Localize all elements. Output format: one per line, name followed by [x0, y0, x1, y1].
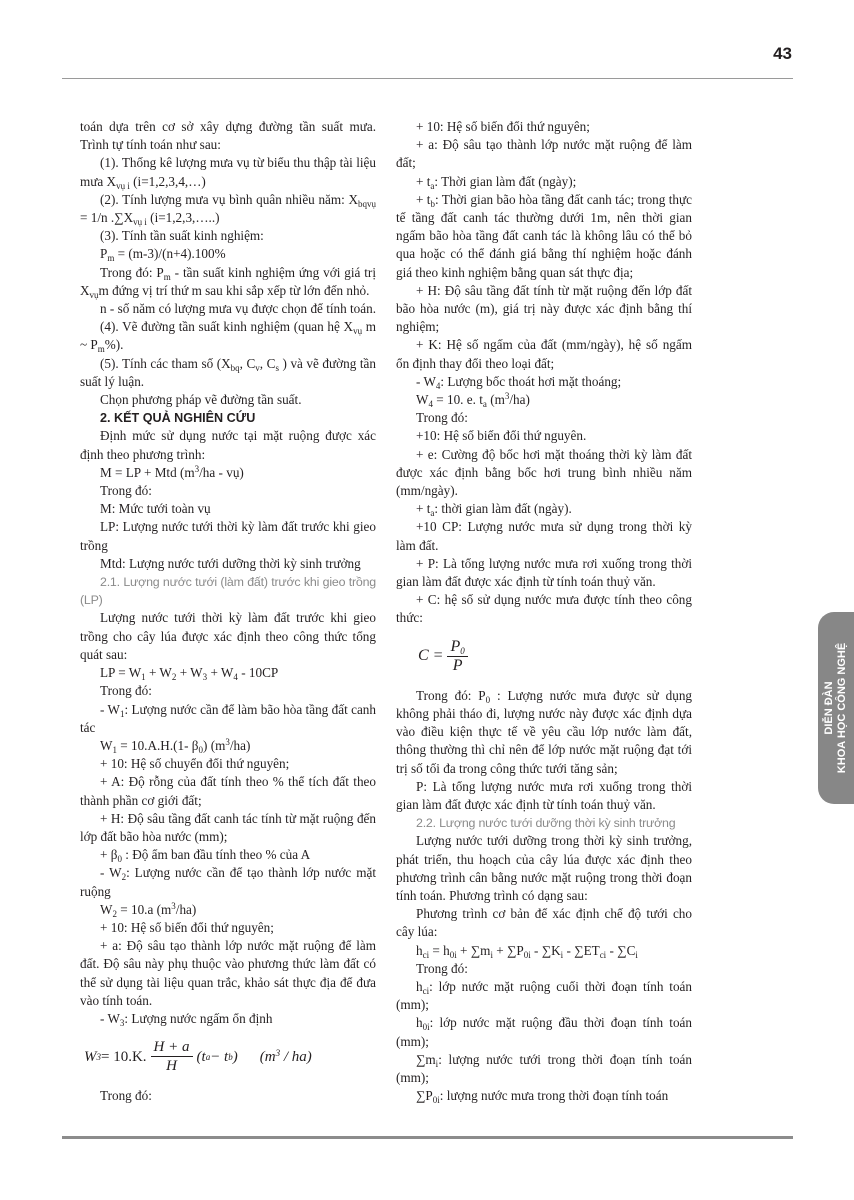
paragraph: + 10: Hệ số biến đổi thứ nguyên;: [416, 119, 590, 134]
paragraph: + H: Độ sâu tầng đất canh tác tính từ mặt ruộng đến lớp đất bão hòa nước (mm);: [80, 810, 376, 844]
paragraph: Trong đó:: [100, 1088, 152, 1104]
footer-rule: [62, 1136, 793, 1139]
section-side-tab-label: DIỄN ĐÀN KHOA HỌC CÔNG NGHỆ: [823, 642, 848, 774]
section-heading: 2. KẾT QUẢ NGHIÊN CỨU: [100, 411, 256, 426]
formula-line: $h_{ci} = h_{0i} + \sum m_i + \sum P_{0i} - \sum K_i - \sum ET_{ci} - \sum C_i$: [416, 942, 638, 960]
right-column: [396, 118, 692, 1105]
paragraph: Lượng nước tưới thời kỳ làm đất trước khi gieo trồng cho cây lúa được xác định theo công thức tổng quát sau:: [80, 610, 376, 662]
paragraph: $h_{ci}$: lớp nước mặt ruộng cuối thời đoạn tính toán (mm);: [396, 978, 692, 1013]
fraction: $\frac{H + a}{H}$: [151, 1038, 193, 1075]
paragraph: $h_{0i}$: lớp nước mặt ruộng đầu thời đoạn tính toán (mm);: [396, 1015, 692, 1049]
paragraph: + $t_b$: Thời gian bão hòa tầng đất canh tác; trong thực tế tầng đất canh tác thường dưới 1m, nên thời gian ngấm bão hòa tầng đất canh tác là không lâu có thể bỏ qua hoặc có thể đánh giá bằng thí nghiệm hoặc đánh giá theo kinh nghiệm bằng quan sát thực địa;: [396, 191, 693, 280]
paragraph: Mtd: Lượng nước tưới dưỡng thời kỳ sinh trưởng: [100, 555, 361, 571]
paragraph: - $W_1$: Lượng nước cần để làm bão hòa tầng đất canh tác: [80, 701, 376, 735]
paragraph: + e: Cường độ bốc hơi mặt thoáng thời kỳ làm đất được xác định bằng bốc hơi trung bình nhiều năm (mm/ngày).: [396, 446, 692, 499]
formula-line: M = LP + Mtd ($m^3/ha$ - vụ): [100, 463, 244, 480]
paragraph: + a: Độ sâu tạo thành lớp nước mặt ruộng để làm đất. Độ sâu này phụ thuộc vào phương thức làm đất có thể sử dụng tài liệu quan trắc, khảo sát thực địa để đưa vào tính toán.: [80, 938, 376, 1008]
paragraph: +10: Hệ số biến đổi thứ nguyên.: [416, 428, 587, 444]
paragraph: - $W_3$: Lượng nước ngấm ổn định: [100, 1010, 273, 1028]
paragraph: $\sum P_{0i}$: lượng nước mưa trong thời đoạn tính toán: [416, 1088, 669, 1106]
paragraph: + $t_a$: Thời gian làm đất (ngày);: [416, 173, 577, 191]
paragraph: Phương trình cơ bản để xác định chế độ tưới cho cây lúa:: [396, 906, 692, 940]
paragraph: +10 CP: Lượng nước mưa sử dụng trong thời kỳ làm đất.: [396, 519, 692, 553]
formula-line: $W_4 = 10$. e. $t_a$ $(m^3/ha)$: [416, 391, 530, 410]
paragraph: - $W_4$: Lượng bốc thoát hơi mặt thoáng;: [416, 373, 622, 391]
left-column: [80, 118, 376, 1105]
paragraph: + 10: Hệ số biến đổi thứ nguyên;: [100, 919, 274, 935]
paragraph: + $\beta_0$ : Độ ẩm ban đầu tính theo % của A: [100, 847, 311, 865]
paragraph: (3). Tính tần suất kinh nghiệm:: [100, 228, 264, 244]
paragraph: - $W_2$: Lượng nước cần để tạo thành lớp nước mặt ruộng: [80, 865, 376, 899]
subsection-heading: 2.2. Lượng nước tưới dưỡng thời kỳ sinh trưởng: [416, 816, 676, 831]
paragraph: (5). Tính các tham số ($X_{bq}$, $C_v$, $C_s$ ) và vẽ đường tần suất lý luận.: [80, 355, 376, 389]
paragraph: (2). Tính lượng mưa vụ bình quân nhiều năm: $X_{bqvụ} = 1/n$ $.\sum X_{vụ i}$ (i=1,2,3,…..): [80, 191, 376, 228]
paragraph: Trong đó:: [416, 960, 468, 976]
paragraph: + 10: Hệ số chuyển đổi thứ nguyên;: [100, 756, 290, 772]
paragraph: + a: Độ sâu tạo thành lớp nước mặt ruộng để làm đất;: [396, 137, 692, 171]
paragraph: Lượng nước tưới dưỡng trong thời kỳ sinh trưởng, phát triển, thu hoạch của cây lúa được xác định theo phương trình cân bằng nước mặt ruộng trong thời đoạn tính toán. Phương trình có dạng sau:: [396, 833, 692, 903]
paragraph: n - số năm có lượng mưa vụ được chọn để tính toán.: [100, 301, 377, 317]
fraction: $\frac{P_0}{P}$: [447, 638, 467, 675]
formula-w3: W 3 = 10.K. $\frac{H + a}{H}$ (t a − t b ) $(m^3 / ha)$: [84, 1039, 312, 1075]
header-rule: [62, 78, 793, 79]
paragraph: Định mức sử dụng nước tại mặt ruộng được xác định theo phương trình:: [80, 428, 376, 462]
formula-c: C = $\frac{P_0}{P}$: [396, 638, 692, 675]
paragraph: + A: Độ rỗng của đất tính theo % thể tích đất theo thành phần cơ giới đất;: [80, 774, 376, 808]
paragraph: P: Là tổng lượng nước mưa rơi xuống trong thời gian làm đất được xác định từ tính toán thuỷ văn.: [396, 778, 692, 812]
paragraph: (1). Thống kê lượng mưa vụ từ biểu thu thập tài liệu mưa $X_{vụ i}$ (i=1,2,3,4,…): [80, 155, 376, 191]
paragraph: LP: Lượng nước tưới thời kỳ làm đất trước khi gieo trồng: [80, 519, 376, 553]
paragraph: Trong đó:: [416, 410, 468, 426]
paragraph: Trong đó:: [100, 483, 152, 499]
paragraph: toán dựa trên cơ sở xây dựng đường tần suất mưa. Trình tự tính toán như sau:: [80, 119, 376, 153]
paragraph: Trong đó: $P_0$ : Lượng nước mưa được sử dụng không phải tháo đi, lượng nước này được xác định dựa vào điều kiện thực tế về yêu cầu lớp nước làm đất, thông thường thì chỉ nên để lớp nước mặt ruộng đạt tới trị số tối đa trong công thức tưới tăng sản;: [396, 687, 693, 776]
formula-line: LP = $W_1 + W_2 + W_3 + W_4 - 10CP$: [100, 665, 279, 683]
formula-line: $P_m = (m-3)/(n+4).100\%$: [100, 246, 226, 264]
paragraph: + H: Độ sâu tầng đất tính từ mặt ruộng đến lớp đất bão hòa nước (m), giá trị này được xác định bằng thí nghiệm;: [396, 282, 692, 335]
page-number: 43: [773, 44, 792, 63]
paragraph: + K: Hệ số ngấm của đất (mm/ngày), hệ số ngấm ổn định thay đổi theo loại đất;: [396, 337, 692, 371]
paragraph: + C: hệ số sử dụng nước mưa được tính theo công thức:: [396, 592, 692, 626]
paragraph: (4). Vẽ đường tần suất kinh nghiệm (quan hệ $X_{vụ}$ m ~ $P_m\%$).: [80, 319, 376, 355]
formula-line: $W_2 = 10.a$ $(m^3/ha)$: [100, 900, 197, 919]
paragraph: $\sum m_i$: lượng nước tưới trong thời đoạn tính toán (mm);: [396, 1051, 692, 1085]
paragraph: + $t_a$: thời gian làm đất (ngày).: [416, 501, 572, 519]
subsection-heading: 2.1. Lượng nước tưới (làm đất) trước khi gieo trồng (LP): [80, 575, 376, 608]
paragraph: + P: Là tổng lượng nước mưa rơi xuống trong thời gian làm đất được xác định từ tính toán thuỷ văn.: [396, 555, 692, 590]
paragraph: M: Mức tưới toàn vụ: [100, 501, 211, 517]
paragraph: Trong đó: $P_m$ - tần suất kinh nghiệm ứng với giá trị $X_{vụ}m$ đứng vị trí thứ m sau khi sắp xếp từ lớn đến nhỏ.: [80, 264, 376, 300]
formula-line: $W_1 = 10.A.H.(1-$ $\beta_0$) $(m^3/ha)$: [100, 736, 251, 755]
paragraph: Chọn phương pháp vẽ đường tần suất.: [100, 392, 302, 408]
paragraph: Trong đó:: [100, 683, 152, 699]
